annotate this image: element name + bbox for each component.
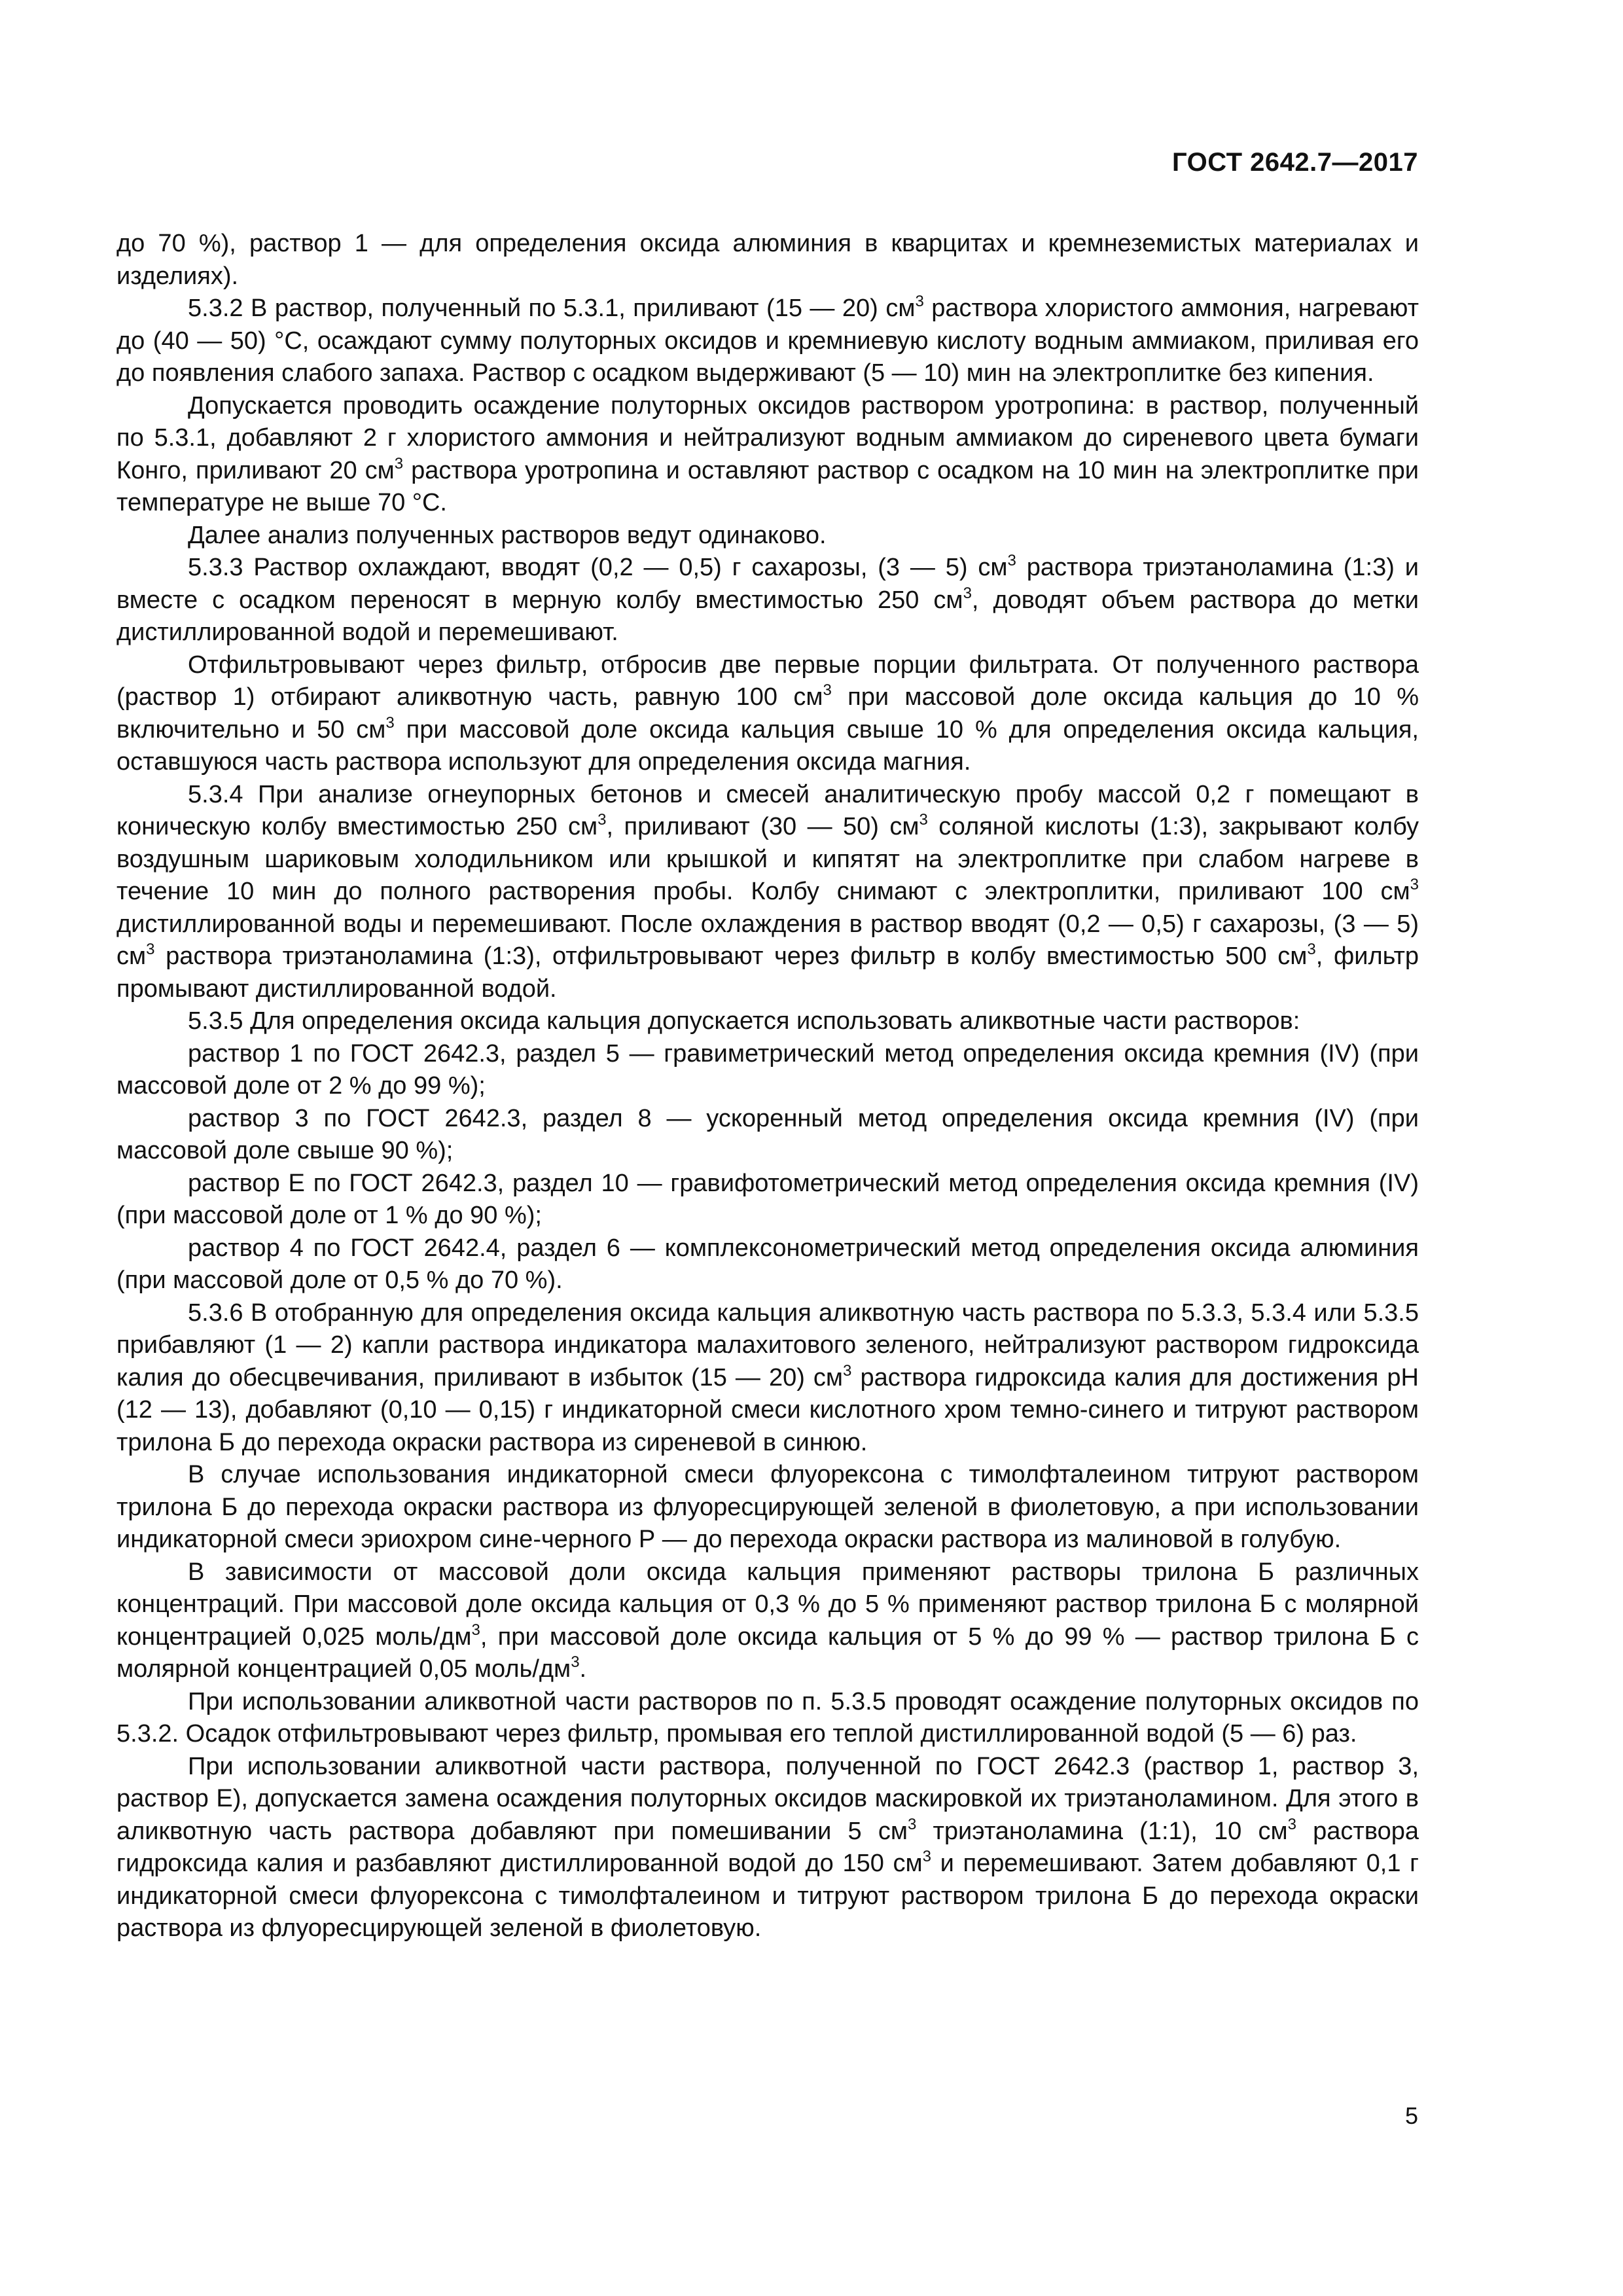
paragraph-5-3-5: 5.3.5 Для определения оксида кальция допускается использовать аликвотные части растворов:	[188, 1007, 1300, 1035]
text-run: соляной кислоты (1:3), закрывают колбу воздушным шариковым холодильником или крышкой и кипятят на электроплитке при слабом нагреве в течение 10 мин до полного растворения пробы. Колбу снимают с электроплитки, приливают 100 см	[116, 813, 1419, 905]
superscript: 3	[907, 1815, 917, 1833]
list-item: раствор 1 по ГОСТ 2642.3, раздел 5 — гравиметрический метод определения оксида кремния (IV) (при массовой доле от 2 % до 99 %);	[116, 1039, 1419, 1100]
paragraph-5-3-4	[116, 779, 1419, 1006]
superscript: 3	[385, 713, 395, 732]
superscript: 3	[394, 454, 404, 473]
paragraph: В случае использования индикаторной смеси флуорексона с тимолфталеином титруют раствором трилона Б до перехода окраски раствора из флуоресцирующей зеленой в фиолетовую, а при использовании индикаторной смеси эриохром сине-черного Р — до перехода окраски раствора из малиновой в голубую.	[116, 1461, 1419, 1553]
superscript: 3	[963, 584, 972, 602]
superscript: 3	[843, 1361, 852, 1380]
superscript: 3	[146, 941, 155, 958]
paragraph: Далее анализ полученных растворов ведут одинаково.	[188, 521, 827, 549]
list-item: раствор Е по ГОСТ 2642.3, раздел 10 — гравифотометрический метод определения оксида кремния (IV) (при массовой доле от 1 % до 90 %);	[116, 1169, 1419, 1229]
paragraph-5-3-2	[116, 293, 1419, 390]
text-run: , приливают (30 — 50) см	[606, 813, 919, 840]
paragraph-5-3-3	[116, 552, 1419, 649]
list-item: раствор 3 по ГОСТ 2642.3, раздел 8 — ускоренный метод определения оксида кремния (IV) (при массовой доле свыше 90 %);	[116, 1104, 1419, 1164]
page-number: 5	[1404, 2102, 1418, 2129]
superscript: 3	[919, 811, 928, 829]
paragraph: При использовании аликвотной части растворов по п. 5.3.5 проводят осаждение полуторных оксидов по 5.3.2. Осадок отфильтровывают через фильтр, промывая его теплой дистиллированной водой (5 — 6) раз.	[116, 1687, 1419, 1748]
text-run: при массовой доле оксида кальция свыше 10 % для определения оксида кальция, оставшуюся часть раствора используют для определения оксида магния.	[116, 715, 1419, 776]
text-run: .	[579, 1655, 587, 1683]
superscript: 3	[915, 293, 924, 310]
paragraph	[116, 649, 1419, 779]
text-run: , доводят объем раствора до метки дистиллированной водой и перемешивают.	[116, 586, 1419, 646]
text-run: 5.3.2 В раствор, полученный по 5.3.1, приливают (15 — 20) см	[188, 295, 916, 322]
paragraph: до 70 %), раствор 1 — для определения оксида алюминия в кварцитах и кремнеземистых материалах и изделиях).	[116, 230, 1419, 290]
text-run: раствора хлористого аммония, нагревают до (40 — 50) °С, осаждают сумму полуторных оксидов и кремниевую кислоту водным аммиаком, приливая его до появления слабого запаха. Раствор с осадком выдерживают (5 — 10) мин на электроплитке без кипения.	[116, 295, 1419, 387]
superscript: 3	[1007, 552, 1016, 569]
superscript: 3	[922, 1848, 931, 1865]
paragraph	[116, 1556, 1419, 1686]
superscript: 3	[1410, 876, 1419, 893]
text-run: 5.3.3 Раствор охлаждают, вводят (0,2 — 0,5) г сахарозы, (3 — 5) см	[188, 554, 1008, 581]
text-run: , при массовой доле оксида кальция от 5 % до 99 % — раствор трилона Б с молярной концентрацией 0,05 моль/дм	[116, 1623, 1419, 1683]
text-run: дистиллированной воды и перемешивают. После охлаждения в раствор вводят (0,2 — 0,5) г сахарозы, (3 — 5) см	[116, 910, 1419, 970]
text-run: раствора уротропина и оставляют раствор с осадком на 10 мин на электроплитке при температуре не выше 70 °С.	[116, 456, 1419, 516]
text-run: 5.3.6 В отобранную для определения оксида кальция аликвотную часть раствора по 5.3.3, 5.3.4 или 5.3.5 прибавляют (1 — 2) капли раствора индикатора малахитового зеленого, нейтрализуют раствором гидроксида калия до обесцвечивания, приливают в избыток (15 — 20) см	[116, 1299, 1419, 1391]
list-item: раствор 4 по ГОСТ 2642.4, раздел 6 — комплексонометрический метод определения оксида алюминия (при массовой доле от 0,5 % до 70 %).	[116, 1234, 1419, 1294]
text-run: Отфильтровывают через фильтр, отбросив две первые порции фильтрата. От полученного раствора (раствор 1) отбирают аликвотную часть, равную 100 см	[116, 651, 1419, 711]
paragraph-5-3-6	[116, 1297, 1419, 1460]
document-body	[116, 228, 1419, 1945]
paragraph	[116, 390, 1419, 520]
text-run: раствора гидроксида калия для достижения pH (12 — 13), добавляют (0,10 — 0,15) г индикаторной смеси кислотного хром темно-синего и титруют раствором трилона Б до перехода окраски раствора из сиреневой в синюю.	[116, 1363, 1419, 1456]
text-run: 5.3.4 При анализе огнеупорных бетонов и смесей аналитическую пробу массой 0,2 г помещают в коническую колбу вместимостью 250 см	[116, 780, 1419, 840]
text-run: и перемешивают. Затем добавляют 0,1 г индикаторной смеси флуорексона с тимолфталеином и титруют раствором трилона Б до перехода окраски раствора из флуоресцирующей зеленой в фиолетовую.	[116, 1850, 1419, 1942]
text-run: Допускается проводить осаждение полуторных оксидов раствором уротропина: в раствор, полученный по 5.3.1, добавляют 2 г хлористого аммония и нейтрализуют водным аммиаком до сиреневого цвета бумаги Конго, приливают 20 см	[116, 391, 1419, 484]
superscript: 3	[471, 1621, 480, 1639]
document-header-code: ГОСТ 2642.7—2017	[1171, 148, 1418, 177]
superscript: 3	[1307, 941, 1316, 958]
text-run: В зависимости от массовой доли оксида кальция применяют растворы трилона Б различных концентраций. При массовой доле оксида кальция от 0,3 % до 5 % применяют раствор трилона Б с молярной концентрацией 0,025 моль/дм	[116, 1558, 1419, 1651]
text-run: триэтаноламина (1:1), 10 см	[916, 1817, 1288, 1845]
text-run: , фильтр промывают дистиллированной водой.	[116, 942, 1419, 1003]
text-run: при массовой доле оксида кальция до 10 % включительно и 50 см	[116, 683, 1419, 744]
superscript: 3	[571, 1653, 580, 1671]
text-run: раствора триэтаноламина (1:3) и вместе с осадком переносят в мерную колбу вместимостью 250 см	[116, 554, 1419, 614]
text-run: При использовании аликвотной части раствора, полученной по ГОСТ 2642.3 (раствор 1, раствор 3, раствор Е), допускается замена осаждения полуторных оксидов маскировкой их триэтаноламином. Для этого в аликвотную часть раствора добавляют при помешивании 5 см	[116, 1752, 1419, 1845]
text-run: раствора гидроксида калия и разбавляют дистиллированной водой до 150 см	[116, 1817, 1419, 1877]
superscript: 3	[597, 811, 607, 829]
superscript: 3	[1287, 1815, 1296, 1833]
text-run: раствора триэтаноламина (1:3), отфильтровывают через фильтр в колбу вместимостью 500 см	[154, 942, 1308, 970]
paragraph	[116, 1751, 1419, 1945]
superscript: 3	[823, 681, 832, 699]
